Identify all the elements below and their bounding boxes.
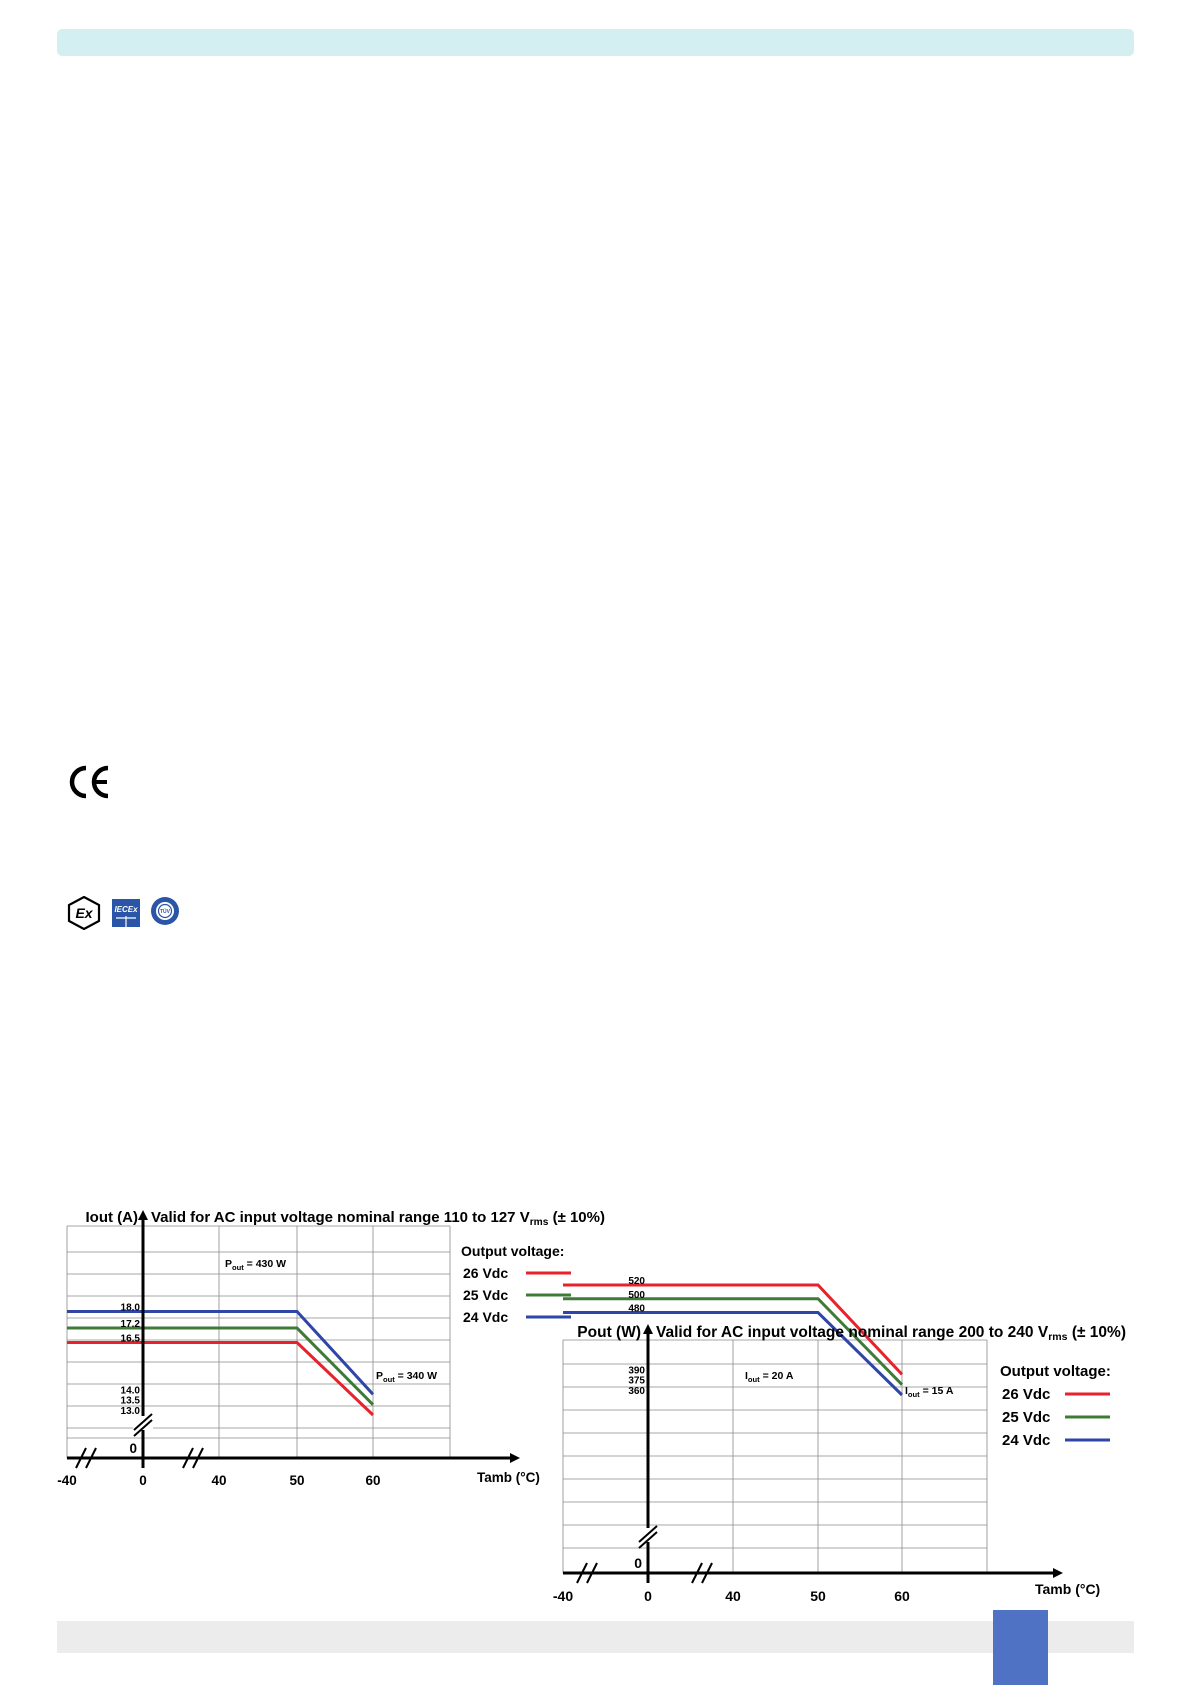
y-tick-label: 360 [628, 1386, 645, 1397]
x-tick-label: 40 [725, 1588, 741, 1604]
x-tick-label: 60 [894, 1588, 910, 1604]
x-axis-label: Tamb (°C) [477, 1470, 540, 1485]
x-axis-label: Tamb (°C) [1035, 1581, 1101, 1597]
x-tick-label: 40 [211, 1473, 227, 1488]
tuv-logo [151, 897, 179, 925]
chart-annotation: $I_{out} = 15$ A [905, 1385, 954, 1399]
legend-title: Output voltage: [461, 1243, 565, 1259]
legend-label: 24 Vdc [463, 1309, 509, 1325]
header-band [57, 29, 1134, 56]
chart-title: Valid for AC input voltage nominal range 110 to 127 $V_{rms}$ (± 10%) [151, 1209, 605, 1228]
chart-axes [563, 1324, 1063, 1583]
series-line [67, 1328, 373, 1405]
x-tick-labels [553, 1588, 910, 1604]
y-tick-label: 375 [628, 1375, 645, 1387]
y-axis-arrow [138, 1210, 148, 1220]
pout-derating-chart [552, 1276, 1145, 1610]
chart-annotations [745, 1370, 954, 1399]
y-tick-label: 390 [628, 1365, 645, 1377]
y-tick-label: 13.0 [120, 1406, 140, 1417]
y-tick-label: 13.5 [120, 1395, 140, 1407]
x-tick-labels [57, 1473, 380, 1488]
x-axis-arrow [510, 1453, 520, 1463]
ex-hexagon-logo [69, 897, 99, 929]
x-tick-label: -40 [552, 1588, 574, 1604]
legend-label: 26 Vdc [463, 1265, 509, 1281]
certification-logos [67, 896, 182, 930]
y-tick-labels [121, 1303, 141, 1418]
y-tick-label: 17.2 [120, 1319, 140, 1331]
legend-label: 26 Vdc [1002, 1386, 1051, 1403]
svg-text:IECEx: IECEx [114, 905, 138, 914]
y-tick-label: 16.5 [120, 1333, 140, 1345]
y-tick-label: 18.0 [120, 1302, 140, 1314]
y-tick-label: 500 [628, 1289, 645, 1301]
y-axis-arrow [643, 1324, 653, 1334]
chart-legend [1000, 1363, 1111, 1449]
chart-series [67, 1312, 373, 1416]
x-tick-label: 50 [289, 1473, 305, 1488]
x-tick-label: 50 [810, 1588, 826, 1604]
legend-title: Output voltage: [1000, 1363, 1111, 1380]
ce-mark-logo [66, 764, 114, 800]
footer-band [57, 1621, 1134, 1653]
chart-annotation: $I_{out} = 20$ A [745, 1370, 794, 1384]
y-tick-label: 14.0 [120, 1385, 140, 1397]
legend-label: 25 Vdc [463, 1287, 509, 1303]
chart-annotation: $P_{out} = 340$ W [376, 1370, 438, 1384]
footer-page-tab [993, 1610, 1048, 1685]
iecex-logo [112, 899, 140, 927]
y-origin-label: 0 [129, 1441, 137, 1456]
svg-text:Ex: Ex [75, 905, 93, 921]
series-line [67, 1312, 373, 1395]
x-axis-arrow [1053, 1568, 1063, 1578]
x-tick-label: -40 [57, 1473, 77, 1488]
legend-label: 25 Vdc [1002, 1409, 1051, 1426]
y-tick-label: 520 [628, 1276, 645, 1287]
y-axis-label: Iout (A) [85, 1209, 138, 1226]
chart-annotations [225, 1258, 437, 1384]
y-origin-label: 0 [634, 1555, 642, 1571]
chart-title: Valid for AC input voltage nominal range 200 to 240 Vrms (± 10%) [656, 1324, 1126, 1343]
chart-annotation: $P_{out} = 430$ W [225, 1258, 287, 1272]
x-tick-label: 60 [365, 1473, 381, 1488]
legend-label: 24 Vdc [1002, 1432, 1051, 1449]
iout-derating-chart [55, 1196, 615, 1496]
x-tick-label: 0 [644, 1588, 652, 1604]
svg-text:TÜV: TÜV [160, 909, 170, 915]
series-line [67, 1343, 373, 1415]
y-tick-label: 480 [628, 1303, 645, 1315]
x-tick-label: 0 [139, 1473, 147, 1488]
y-axis-label: Pout (W) [577, 1324, 641, 1341]
